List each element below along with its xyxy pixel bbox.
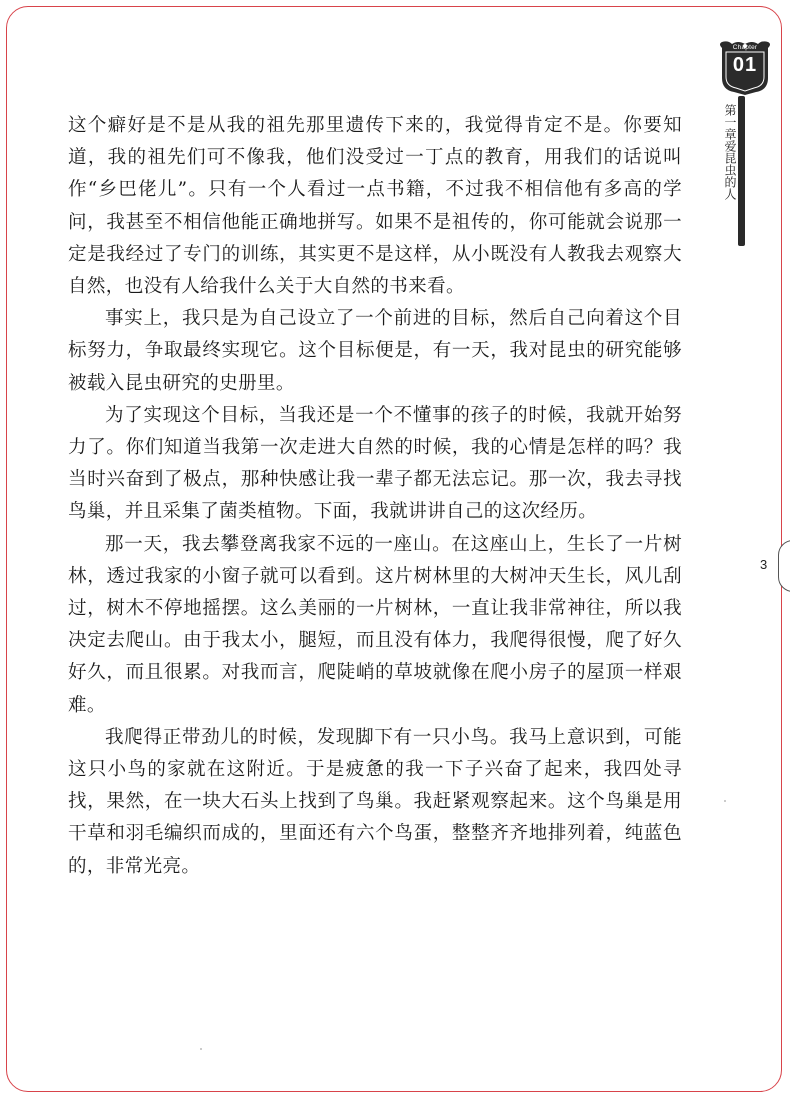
chapter-label: 第一章 [723, 104, 737, 140]
paragraph: 为了实现这个目标，当我还是一个不懂事的孩子的时候，我就开始努力了。你们知道当我第一次走进大自然的时候，我的心情是怎样的吗？我当时兴奋到了极点，那种快感让我一辈子都无法忘记。那一次，我去寻找鸟巢，并且采集了菌类植物。下面，我就讲讲自己的这次经历。 [68, 404, 682, 523]
chapter-title: 爱昆虫的人 [723, 140, 737, 200]
emblem-subtitle: Chapter [732, 44, 758, 51]
side-tab [778, 540, 790, 592]
print-speck [724, 800, 726, 802]
chapter-bar [738, 96, 745, 246]
chapter-number: 01 [732, 54, 758, 76]
page-number: 3 [760, 557, 768, 572]
body-text [68, 110, 682, 883]
paragraph: 那一天，我去攀登离我家不远的一座山。在这座山上，生长了一片树林，透过我家的小窗子就可以看到。这片树林里的大树冲天生长，风儿刮过，树木不停地摇摆。这么美丽的一片树林，一直让我非常神往，所以我决定去爬山。由于我太小，腿短，而且没有体力，我爬得很慢，爬了好久好久，而且很累。对我而言，爬陡峭的草坡就像在爬小房子的屋顶一样艰难。 [68, 533, 682, 716]
paragraph: 这个癖好是不是从我的祖先那里遗传下来的，我觉得肯定不是。你要知道，我的祖先们可不像我，他们没受过一丁点的教育，用我们的话说叫作“乡巴佬儿”。只有一个人看过一点书籍，不过我不相信他有多高的学问，我甚至不相信他能正确地拼写。如果不是祖传的，你可能就会说那一定是我经过了专门的训练，其实更不是这样，从小既没有人教我去观察大自然，也没有人给我什么关于大自然的书来看。 [68, 115, 682, 298]
chapter-emblem [716, 40, 774, 96]
paragraph: 我爬得正带劲儿的时候，发现脚下有一只小鸟。我马上意识到，可能这只小鸟的家就在这附近。于是疲惫的我一下子兴奋了起来，我四处寻找，果然，在一块大石头上找到了鸟巢。我赶紧观察起来。这个鸟巢是用干草和羽毛编织而成的，里面还有六个鸟蛋，整整齐齐地排列着，纯蓝色的，非常光亮。 [68, 726, 682, 877]
print-speck [200, 1048, 202, 1050]
paragraph: 事实上，我只是为自己设立了一个前进的目标，然后自己向着这个目标努力，争取最终实现它。这个目标便是，有一天，我对昆虫的研究能够被载入昆虫研究的史册里。 [68, 308, 682, 394]
